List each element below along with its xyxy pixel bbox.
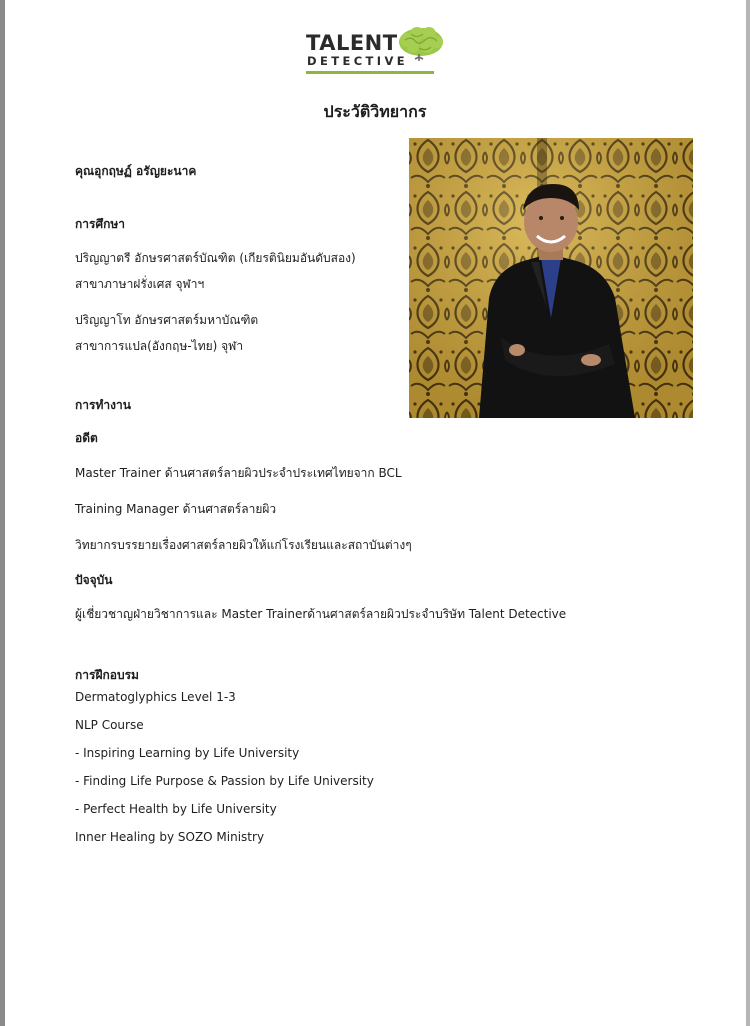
page-edge-right: [746, 0, 750, 1026]
training-item: NLP Course: [75, 718, 144, 732]
logo-text-talent: TALENT: [306, 31, 398, 55]
work-past-item: วิทยากรบรรยายเรื่องศาสตร์ลายผิวให้แก่โรงเรียนและสถาบันต่างๆ: [75, 538, 412, 552]
logo-text-detective: DETECTIVE: [307, 54, 409, 68]
work-heading: การทำงาน: [75, 398, 131, 412]
work-present-heading: ปัจจุบัน: [75, 573, 113, 587]
page-edge-left: [0, 0, 5, 1026]
logo-underline: [306, 71, 434, 74]
training-item: - Perfect Health by Life University: [75, 802, 277, 816]
education-degree2-line2: สาขาการแปล(อังกฤษ-ไทย) จุฬา: [75, 339, 244, 353]
training-item: Inner Healing by SOZO Ministry: [75, 830, 265, 844]
talent-detective-logo: [306, 26, 446, 76]
training-item: - Finding Life Purpose & Passion by Life University: [75, 774, 374, 788]
speaker-photo: [409, 138, 693, 418]
work-present-item: ผู้เชี่ยวชาญฝ่ายวิชาการและ Master Trainerด้านศาสตร์ลายผิวประจำบริษัท Talent Detective: [75, 607, 567, 621]
work-past-item: Training Manager ด้านศาสตร์ลายผิว: [75, 502, 277, 516]
brain-icon: [397, 26, 445, 62]
training-item: - Inspiring Learning by Life University: [75, 746, 300, 760]
training-heading: การฝึกอบรม: [75, 668, 139, 682]
education-heading: การศึกษา: [75, 217, 125, 231]
speaker-photo-illustration: [409, 138, 693, 418]
education-degree1-line1: ปริญญาตรี อักษรศาสตร์บัณฑิต (เกียรตินิยมอันดับสอง): [75, 251, 356, 265]
work-past-heading: อดีต: [75, 431, 98, 445]
education-degree2-line1: ปริญญาโท อักษรศาสตร์มหาบัณฑิต: [75, 313, 259, 327]
work-past-item: Master Trainer ด้านศาสตร์ลายผิวประจำประเทศไทยจาก BCL: [75, 466, 402, 480]
education-degree1-line2: สาขาภาษาฝรั่งเศส จุฬาฯ: [75, 277, 205, 291]
training-item: Dermatoglyphics Level 1-3: [75, 690, 236, 704]
page-title: ประวัติวิทยากร: [323, 102, 427, 121]
speaker-name: คุณอุกฤษฏ์ อรัญยะนาค: [75, 164, 197, 178]
